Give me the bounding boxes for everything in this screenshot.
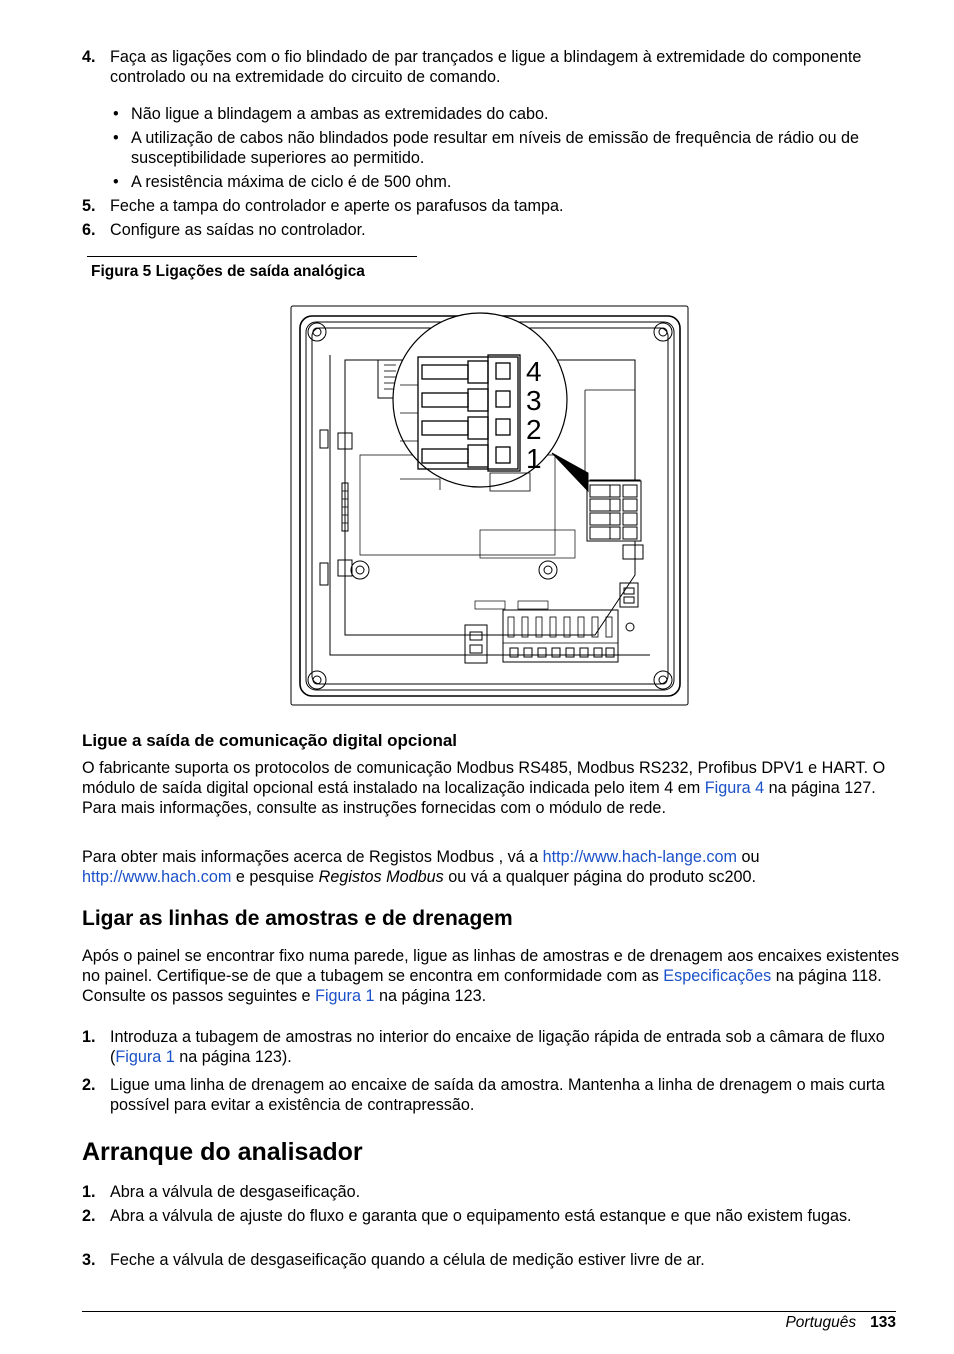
callout-number: 4 bbox=[526, 356, 542, 387]
paragraph-text: na página 127. Para mais informações, consulte as instruções fornecidas com o módulo de rede. bbox=[82, 779, 876, 817]
step-number: 3. bbox=[82, 1251, 96, 1269]
step-text: Abra a válvula de ajuste do fluxo e garanta que o equipamento está estanque e que não existem fugas. bbox=[110, 1207, 852, 1225]
emphasis-text: Registos Modbus bbox=[318, 868, 444, 886]
sample-lines-paragraph bbox=[82, 946, 900, 1006]
link-especificacoes[interactable]: Especificações bbox=[663, 967, 772, 985]
section-heading-sample-lines: Ligar as linhas de amostras e de drenagem bbox=[82, 907, 513, 930]
callout-number: 2 bbox=[526, 414, 542, 445]
footer-rule bbox=[82, 1311, 896, 1312]
bullet-text: A utilização de cabos não blindados pode resultar em níveis de emissão de frequência de rádio ou de susceptibilidade superiores ao permitido. bbox=[131, 129, 860, 167]
step-number: 1. bbox=[82, 1028, 96, 1046]
section-heading-startup: Arranque do analisador bbox=[82, 1138, 363, 1166]
bullet-mark: • bbox=[113, 173, 119, 191]
step-text: Faça as ligações com o fio blindado de par trançados e ligue a blindagem à extremidade do componente controlado ou na extremidade do circuito de comando. bbox=[110, 48, 862, 86]
paragraph-text: O fabricante suporta os protocolos de comunicação Modbus RS485, Modbus RS232, Profibus DPV1 e HART. O módulo de saída digital opcional está instalado na localização indicada pelo item 4 em bbox=[82, 759, 886, 797]
step-text bbox=[110, 1027, 900, 1067]
step-text: Abra a válvula de desgaseificação. bbox=[110, 1183, 361, 1201]
footer-language: Português bbox=[785, 1314, 857, 1331]
link-figura-1-step[interactable]: Figura 1 bbox=[115, 1048, 175, 1066]
paragraph-text: ou vá a qualquer página do produto sc200. bbox=[443, 868, 757, 886]
paragraph-text: ou bbox=[737, 848, 760, 866]
link-figura-1[interactable]: Figura 1 bbox=[315, 987, 375, 1005]
step-number: 2. bbox=[82, 1076, 96, 1094]
paragraph-text: e pesquise bbox=[231, 868, 319, 886]
digital-paragraph-2 bbox=[82, 847, 900, 887]
paragraph-text: na página 118. Consulte os passos seguintes e bbox=[82, 967, 882, 1005]
page-footer bbox=[785, 1313, 896, 1333]
page-number: 133 bbox=[870, 1314, 896, 1331]
link-figura-4[interactable]: Figura 4 bbox=[704, 779, 765, 797]
bullet-mark: • bbox=[113, 129, 119, 147]
step-number: 2. bbox=[82, 1207, 96, 1225]
paragraph-text: na página 123. bbox=[374, 987, 487, 1005]
callout-number: 1 bbox=[526, 443, 542, 474]
bullet-text: Não ligue a blindagem a ambas as extremidades do cabo. bbox=[131, 105, 549, 123]
step-number: 5. bbox=[82, 197, 96, 215]
paragraph-text: Para obter mais informações acerca de Registos Modbus , vá a bbox=[82, 848, 543, 866]
link-hach-lange[interactable]: http://www.hach-lange.com bbox=[542, 848, 738, 866]
step-text: Feche a tampa do controlador e aperte os parafusos da tampa. bbox=[110, 197, 564, 215]
step-number: 6. bbox=[82, 221, 96, 239]
step-number: 1. bbox=[82, 1183, 96, 1201]
analog-output-wiring-figure bbox=[290, 305, 690, 707]
figure-caption: Figura 5 Ligações de saída analógica bbox=[91, 263, 365, 280]
paragraph-text: Após o painel se encontrar fixo numa parede, ligue as linhas de amostras e de drenagem aos encaixes existentes no painel. Certifique-se de que a tubagem se encontra em conformidade com as bbox=[82, 947, 900, 985]
bullet-mark: • bbox=[113, 105, 119, 123]
bullet-text: A resistência máxima de ciclo é de 500 ohm. bbox=[131, 173, 452, 191]
figure-caption-rule bbox=[87, 256, 417, 257]
link-hach[interactable]: http://www.hach.com bbox=[82, 868, 232, 886]
step-text: Configure as saídas no controlador. bbox=[110, 221, 366, 239]
step-text: Feche a válvula de desgaseificação quando a célula de medição estiver livre de ar. bbox=[110, 1251, 705, 1269]
paragraph-text: Introduza a tubagem de amostras no interior do encaixe de ligação rápida de entrada sob a câmara de fluxo ( bbox=[110, 1028, 885, 1066]
step-text: Ligue uma linha de drenagem ao encaixe de saída da amostra. Mantenha a linha de drenagem o mais curta possível para evitar a existência de contrapressão. bbox=[110, 1076, 885, 1114]
callout-number: 3 bbox=[526, 385, 542, 416]
paragraph-text: na página 123). bbox=[174, 1048, 292, 1066]
section-heading-digital: Ligue a saída de comunicação digital opcional bbox=[82, 731, 458, 750]
step-number: 4. bbox=[82, 48, 96, 66]
digital-paragraph-1 bbox=[82, 758, 900, 818]
